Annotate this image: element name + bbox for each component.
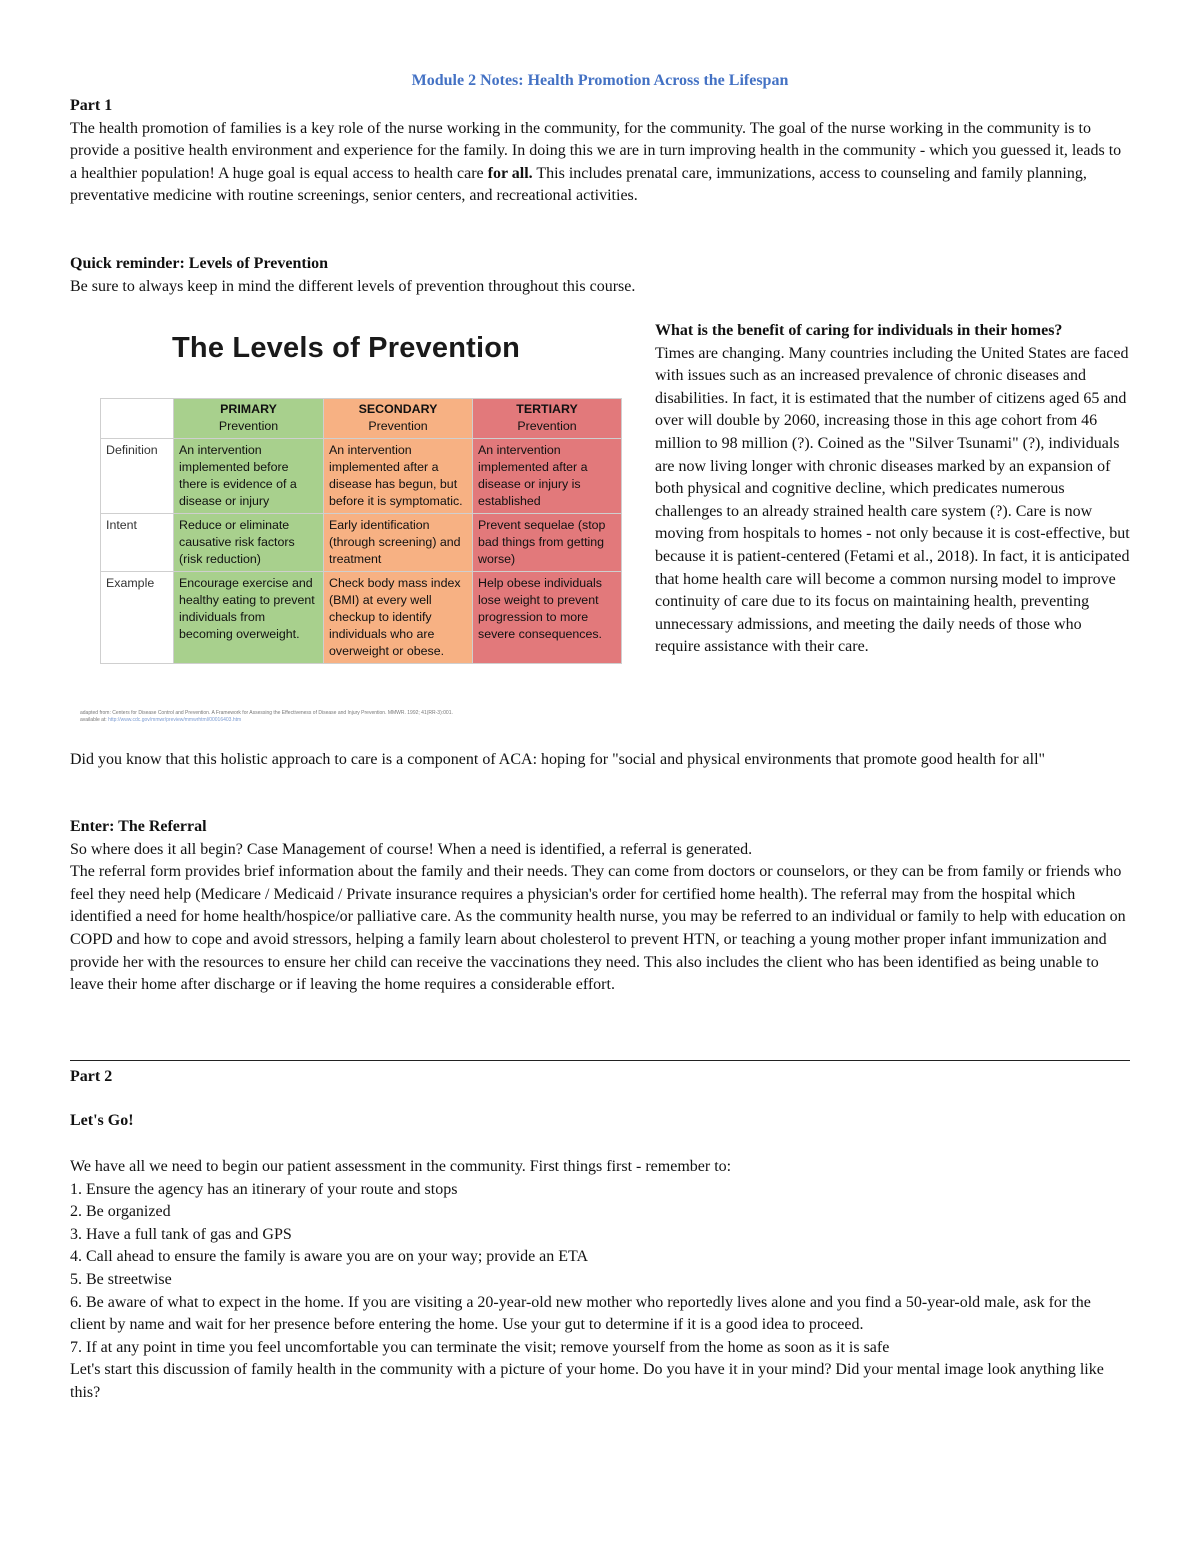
reminder-text: Be sure to always keep in mind the different levels of prevention throughout this course. xyxy=(70,277,636,295)
table-cell: Help obese individuals lose weight to prevent progression to more severe consequences. xyxy=(473,572,622,664)
benefit-text: Times are changing. Many countries including the United States are faced with issues such as an increased prevalence of chronic diseases and disabilities. In fact, it is estimated that the number of citizens aged 65 and over will double by 2060, increasing those in this age cohort from 46 million to 98 million (?). Coined as the "Silver Tsunami" (?), individuals are now living longer with chronic diseases marked by an expansion of both physical and cognitive decline, which predicates numerous challenges to an already strained health care system (?). Care is now moving from hospitals to homes - not only because it is cost-effective, but because it is patient-centered (Fetami et al., 2018). In fact, it is anticipated that home health care will become a common nursing model to improve continuity of care due to its focus on maintaining health, preventing unnecessary admissions, and meeting the daily needs of those who require assistance with their care. xyxy=(655,344,1130,656)
part1-section xyxy=(70,95,1130,208)
part2-body xyxy=(70,1156,1130,1405)
benefit-heading: What is the benefit of caring for individuals in their homes? xyxy=(655,322,1063,339)
document-title: Module 2 Notes: Health Promotion Across the Lifespan xyxy=(411,72,789,89)
table-cell: Early identification (through screening) and treatment xyxy=(324,514,473,572)
benefit-section xyxy=(655,320,1130,659)
table-cell: Reduce or eliminate causative risk factors (risk reduction) xyxy=(174,514,324,572)
figure-credit-url-line: available at: http://www.cdc.gov/mmwr/preview/mmwrhtml/00016403.htm xyxy=(80,717,242,723)
reminder-heading: Quick reminder: Levels of Prevention xyxy=(70,255,329,272)
list-item: 6. Be aware of what to expect in the home. If you are visiting a 20-year-old new mother who reportedly lives alone and you find a 50-year-old male, ask for the client by name and wait for her presence before entering the home. Use your gut to determine if it is a good idea to proceed. xyxy=(70,1293,1091,1334)
figure-title: The Levels of Prevention xyxy=(172,332,521,364)
steps-list xyxy=(70,1179,1130,1360)
part1-paragraph xyxy=(70,118,1130,208)
column-header-primary: PRIMARY Prevention xyxy=(174,399,324,439)
referral-paragraph: The referral form provides brief information about the family and their needs. They can come from doctors or counselors, or they can be from family or friends who feel they need help (Medicare / Medicaid / Private insurance requires a physician's order for certified home health). The referral may from the hospital which identified a need for home health/hospice/or palliative care. As the community health nurse, you may be referred to an individual or family to help with education on COPD and how to cope and avoid stressors, helping a family learn about cholesterol to prevent HTN, or teaching a young mother proper infant immunization and provide her with the resources to ensure her child can receive the vaccinations they need. This also includes the client who has been identified as being unable to leave their home after discharge or if leaving the home requires a considerable effort. xyxy=(70,863,1126,994)
referral-line1: So where does it all begin? Case Management of course! When a need is identified, a referral is generated. xyxy=(70,840,753,858)
list-item: 5. Be streetwise xyxy=(70,1270,172,1288)
column-header-secondary: SECONDARY Prevention xyxy=(324,399,473,439)
part2-closing: Let's start this discussion of family health in the community with a picture of your home. Do you have it in your mind? Did your mental image look anything like this? xyxy=(70,1361,1104,1401)
table-row xyxy=(101,572,622,664)
part2-heading: Part 2 xyxy=(70,1068,113,1085)
table-row xyxy=(101,439,622,514)
figure-credit-line: adapted from: Centers for Disease Control and Prevention. A Framework for Assessing the Effectiveness of Disease and Injury Prevention. MMWR. 1992; 41(RR-3):001. xyxy=(80,710,453,716)
row-label-example: Example xyxy=(101,572,174,664)
levels-of-prevention-figure xyxy=(70,330,630,730)
table-row xyxy=(101,514,622,572)
reminder-section xyxy=(70,253,1130,298)
row-label-definition: Definition xyxy=(101,439,174,514)
table-cell: An intervention implemented after a disease or injury is established xyxy=(473,439,622,514)
list-item: 3. Have a full tank of gas and GPS xyxy=(70,1225,292,1243)
figure-credit-link[interactable]: http://www.cdc.gov/mmwr/preview/mmwrhtml/00016403.htm xyxy=(108,717,242,723)
table-cell: Encourage exercise and healthy eating to prevent individuals from becoming overweight. xyxy=(174,572,324,664)
table-corner-cell xyxy=(101,399,174,439)
list-item: 1. Ensure the agency has an itinerary of your route and stops xyxy=(70,1180,458,1198)
part1-paragraph-start: The health promotion of families is a key role of the nurse working in the community, for the community. The goal of the nurse working in the community is to provide a positive health environment and experience for the family. In doing this we are in turn improving health in the community - which you guessed it, leads to a healthier population! A huge goal is equal access to health care xyxy=(70,119,1122,182)
part2-intro: We have all we need to begin our patient assessment in the community. First things first - remember to: xyxy=(70,1158,732,1175)
table-cell: Prevent sequelae (stop bad things from getting worse) xyxy=(473,514,622,572)
section-divider xyxy=(70,1060,1130,1061)
part1-paragraph-end: This includes prenatal care, immunizations, access to counseling and family planning, preventative medicine with routine screenings, senior centers, and recreational activities. xyxy=(70,164,1087,205)
column-header-tertiary: TERTIARY Prevention xyxy=(473,399,622,439)
prevention-table xyxy=(100,398,622,664)
list-item: 7. If at any point in time you feel uncomfortable you can terminate the visit; remove yourself from the home as soon as it is safe xyxy=(70,1338,890,1356)
table-cell: An intervention implemented before there is evidence of a disease or injury xyxy=(174,439,324,514)
table-cell: Check body mass index (BMI) at every well checkup to identify individuals who are overweight or obese. xyxy=(324,572,473,664)
referral-heading: Enter: The Referral xyxy=(70,818,207,835)
row-label-intent: Intent xyxy=(101,514,174,572)
list-item: 2. Be organized xyxy=(70,1203,171,1221)
part1-heading: Part 1 xyxy=(70,97,113,114)
aca-paragraph: Did you know that this holistic approach to care is a component of ACA: hoping for "social and physical environments that promote good health for all" xyxy=(70,751,1046,768)
part1-paragraph-bold: for all. xyxy=(487,164,533,182)
table-header-row xyxy=(101,399,622,439)
part2-subheading: Let's Go! xyxy=(70,1112,134,1129)
list-item: 4. Call ahead to ensure the family is aware you are on your way; provide an ETA xyxy=(70,1248,589,1266)
figure-credit xyxy=(80,710,640,724)
referral-section xyxy=(70,816,1130,997)
table-cell: An intervention implemented after a disease has begun, but before it is symptomatic. xyxy=(324,439,473,514)
